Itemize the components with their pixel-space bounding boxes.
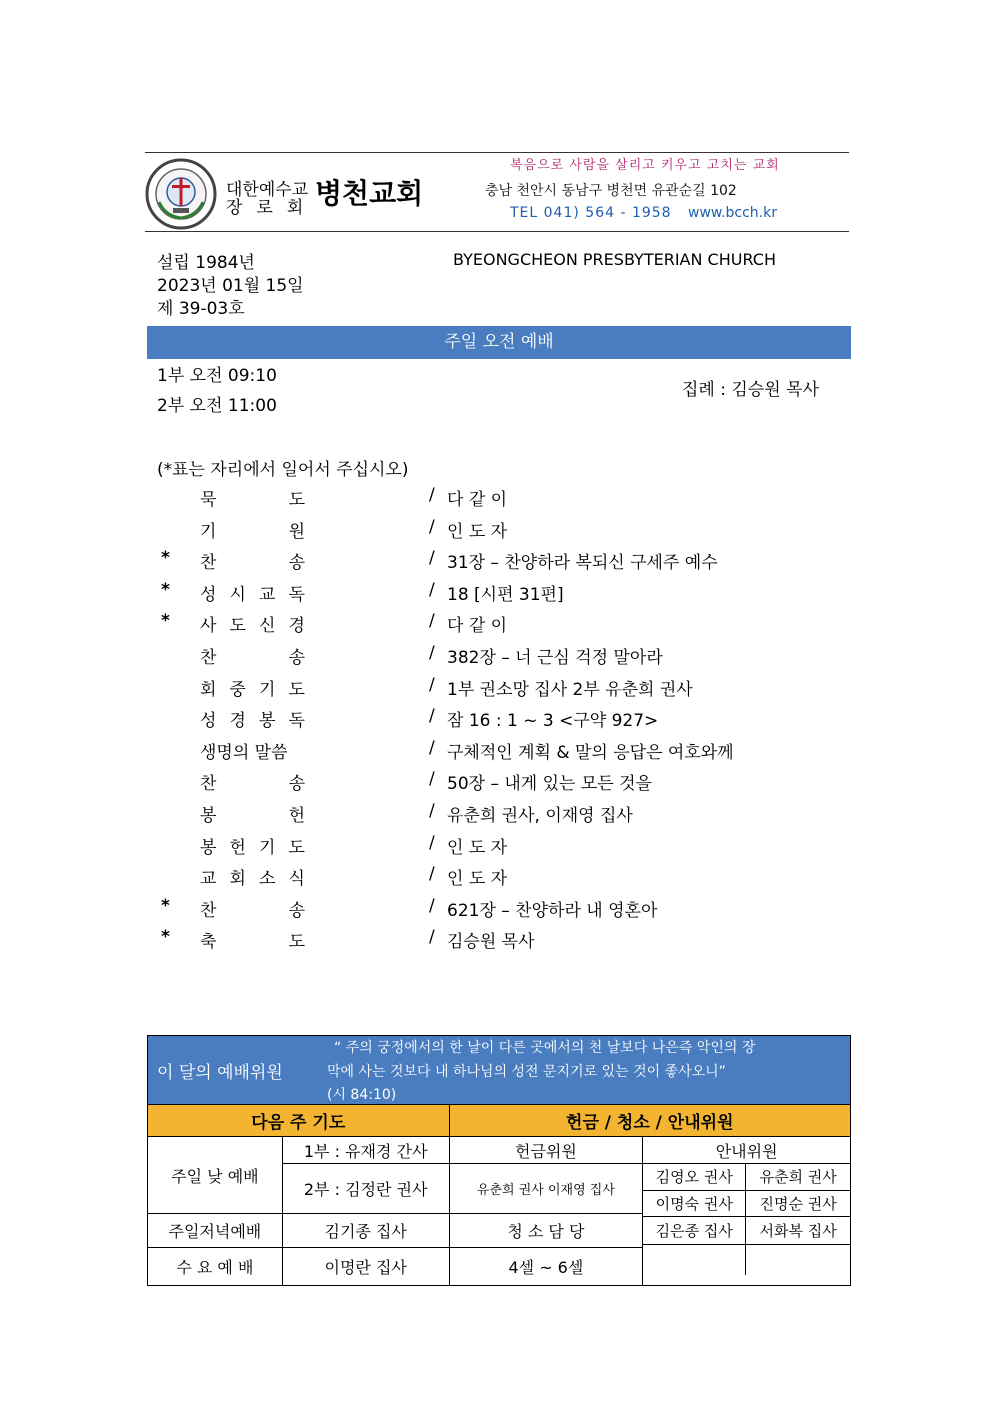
order-separator: / (429, 674, 435, 695)
offering-committee-header: 헌금위원 (449, 1137, 643, 1164)
order-separator: / (429, 579, 435, 600)
second-service-time: 2부 오전 11:00 (157, 396, 277, 416)
order-separator: / (429, 611, 435, 632)
order-separator: / (429, 737, 435, 758)
order-item-value: 유춘희 권사, 이재영 집사 (447, 806, 633, 826)
order-item-value: 50장 – 내게 있는 모든 것을 (447, 774, 652, 795)
church-name: 병천교회 (315, 177, 424, 210)
verse-line1: “ 주의 궁정에서의 한 날이 다른 곳에서의 천 날보다 나은즉 악인의 장 (334, 1040, 756, 1056)
order-item-value: 인 도 자 (447, 837, 508, 858)
order-separator: / (429, 548, 435, 569)
order-item-value: 18 [시편 31편] (447, 584, 564, 605)
cleaning-cells: 4셀 ~ 6셀 (449, 1248, 643, 1286)
verse-line2: 막에 사는 것보다 내 하나님의 성전 문지기로 있는 것이 좋사오니” (327, 1064, 726, 1080)
church-seal-icon (145, 158, 217, 230)
order-item-value: 인 도 자 (447, 521, 508, 542)
order-separator: / (429, 643, 435, 663)
header-top-rule (145, 152, 849, 153)
order-separator: / (429, 769, 435, 790)
church-phone: TEL 041) 564 - 1958 (510, 205, 672, 221)
order-item-name: 기 원 (200, 521, 305, 542)
order-separator: / (429, 895, 435, 916)
order-item-name: 생명의 말씀 (200, 742, 288, 763)
header-bottom-rule (145, 231, 849, 232)
denomination-line2: 장로회 (226, 198, 318, 218)
issue-number: 제 39-03호 (157, 299, 245, 319)
order-item-name: 찬 송 (200, 553, 305, 574)
order-item-value: 382장 – 너 근심 걱정 말아라 (447, 648, 663, 668)
order-item-name: 봉 헌 (200, 806, 305, 826)
church-english-name: BYEONGCHEON PRESBYTERIAN CHURCH (453, 250, 776, 269)
wednesday-prayer: 이명란 집사 (282, 1248, 449, 1286)
church-address: 충남 천안시 동남구 병천면 유관순길 102 (485, 183, 737, 199)
order-item-value: 다 같 이 (447, 616, 508, 637)
offering-names: 유춘희 권사 이재영 집사 (449, 1164, 643, 1214)
usher-name: 유춘희 권사 (746, 1164, 850, 1190)
order-row (157, 643, 847, 671)
order-separator: / (429, 864, 435, 885)
order-row (157, 896, 847, 924)
order-item-name: 성 경 봉 독 (200, 711, 305, 732)
offering-cleaning-usher-header: 헌금 / 청소 / 안내위원 (449, 1105, 850, 1137)
usher-name: 김은종 집사 (643, 1216, 746, 1244)
order-item-value: 김승원 목사 (447, 932, 535, 953)
order-separator: / (429, 927, 435, 948)
order-row (157, 580, 847, 608)
order-separator: / (429, 801, 435, 821)
order-item-name: 축 도 (200, 932, 305, 953)
sunday-prayer-first: 1부 : 유재경 간사 (282, 1137, 449, 1164)
standing-marker: * (161, 548, 170, 569)
wednesday-service-label: 수 요 예 배 (148, 1248, 283, 1286)
order-row (157, 927, 847, 955)
sunday-prayer-second: 2부 : 김정란 권사 (282, 1164, 449, 1214)
order-item-name: 찬 송 (200, 648, 305, 668)
evening-prayer: 김기종 집사 (282, 1214, 449, 1248)
order-item-name: 찬 송 (200, 900, 305, 921)
denomination-line1: 대한예수교 (226, 180, 309, 200)
order-row (157, 833, 847, 861)
evening-service-label: 주일저녁예배 (148, 1214, 283, 1248)
order-item-value: 31장 – 찬양하라 복되신 구세주 예수 (447, 553, 718, 574)
sunday-service-label: 주일 낮 예배 (148, 1137, 283, 1214)
order-item-value: 인 도 자 (447, 869, 508, 890)
order-row (157, 548, 847, 576)
order-separator: / (429, 516, 435, 537)
usher-name: 김영오 권사 (643, 1164, 746, 1190)
service-title-bar: 주일 오전 예배 (147, 326, 851, 359)
next-week-prayer-header: 다음 주 기도 (148, 1105, 450, 1137)
cleaning-label: 청 소 담 당 (449, 1214, 643, 1248)
standing-marker: * (161, 927, 170, 948)
standing-marker: * (161, 579, 170, 600)
usher-grid (643, 1164, 851, 1286)
order-row (157, 517, 847, 545)
order-item-name: 봉 헌 기 도 (200, 837, 305, 858)
order-row (157, 675, 847, 703)
verse-reference: (시 84:10) (327, 1087, 397, 1103)
order-item-name: 회 중 기 도 (200, 679, 305, 700)
usher-name: 서화복 집사 (746, 1216, 850, 1244)
order-item-name: 사 도 신 경 (200, 616, 305, 637)
standing-marker: * (161, 611, 170, 632)
established-year: 설립 1984년 (157, 253, 255, 273)
order-row (157, 485, 847, 513)
usher-name: 진명순 권사 (746, 1190, 850, 1216)
first-service-time: 1부 오전 09:10 (157, 366, 277, 386)
order-item-value: 621장 – 찬양하라 내 영혼아 (447, 900, 658, 921)
order-item-value: 1부 권소망 집사 2부 유춘희 권사 (447, 679, 693, 700)
order-separator: / (429, 706, 435, 727)
duty-title: 이 달의 예배위원 (157, 1063, 283, 1083)
officiant: 집례 : 김승원 목사 (682, 380, 819, 400)
church-slogan: 복음으로 사람을 살리고 키우고 고치는 교회 (510, 158, 780, 173)
usher-committee-header: 안내위원 (643, 1137, 851, 1164)
order-separator: / (429, 485, 435, 505)
duty-header (148, 1036, 851, 1105)
bulletin-date: 2023년 01월 15일 (157, 276, 304, 296)
church-website[interactable]: www.bcch.kr (688, 205, 777, 221)
order-row (157, 611, 847, 639)
standing-marker: * (161, 895, 170, 916)
order-separator: / (429, 832, 435, 853)
order-item-name: 교 회 소 식 (200, 869, 305, 890)
order-row (157, 864, 847, 892)
usher-name: 이명숙 권사 (643, 1190, 746, 1216)
order-row (157, 769, 847, 797)
order-item-name: 묵 도 (200, 490, 305, 510)
order-row (157, 801, 847, 829)
order-row (157, 706, 847, 734)
monthly-duty-table (147, 1035, 851, 1286)
order-item-value: 잠 16 : 1 ~ 3 <구약 927> (447, 711, 659, 732)
order-row (157, 738, 847, 766)
order-item-name: 찬 송 (200, 774, 305, 795)
standing-note: (*표는 자리에서 일어서 주십시오) (157, 460, 409, 480)
order-item-value: 다 같 이 (447, 490, 508, 510)
order-item-value: 구체적인 계획 & 말의 응답은 여호와께 (447, 742, 734, 763)
order-item-name: 성 시 교 독 (200, 584, 305, 605)
